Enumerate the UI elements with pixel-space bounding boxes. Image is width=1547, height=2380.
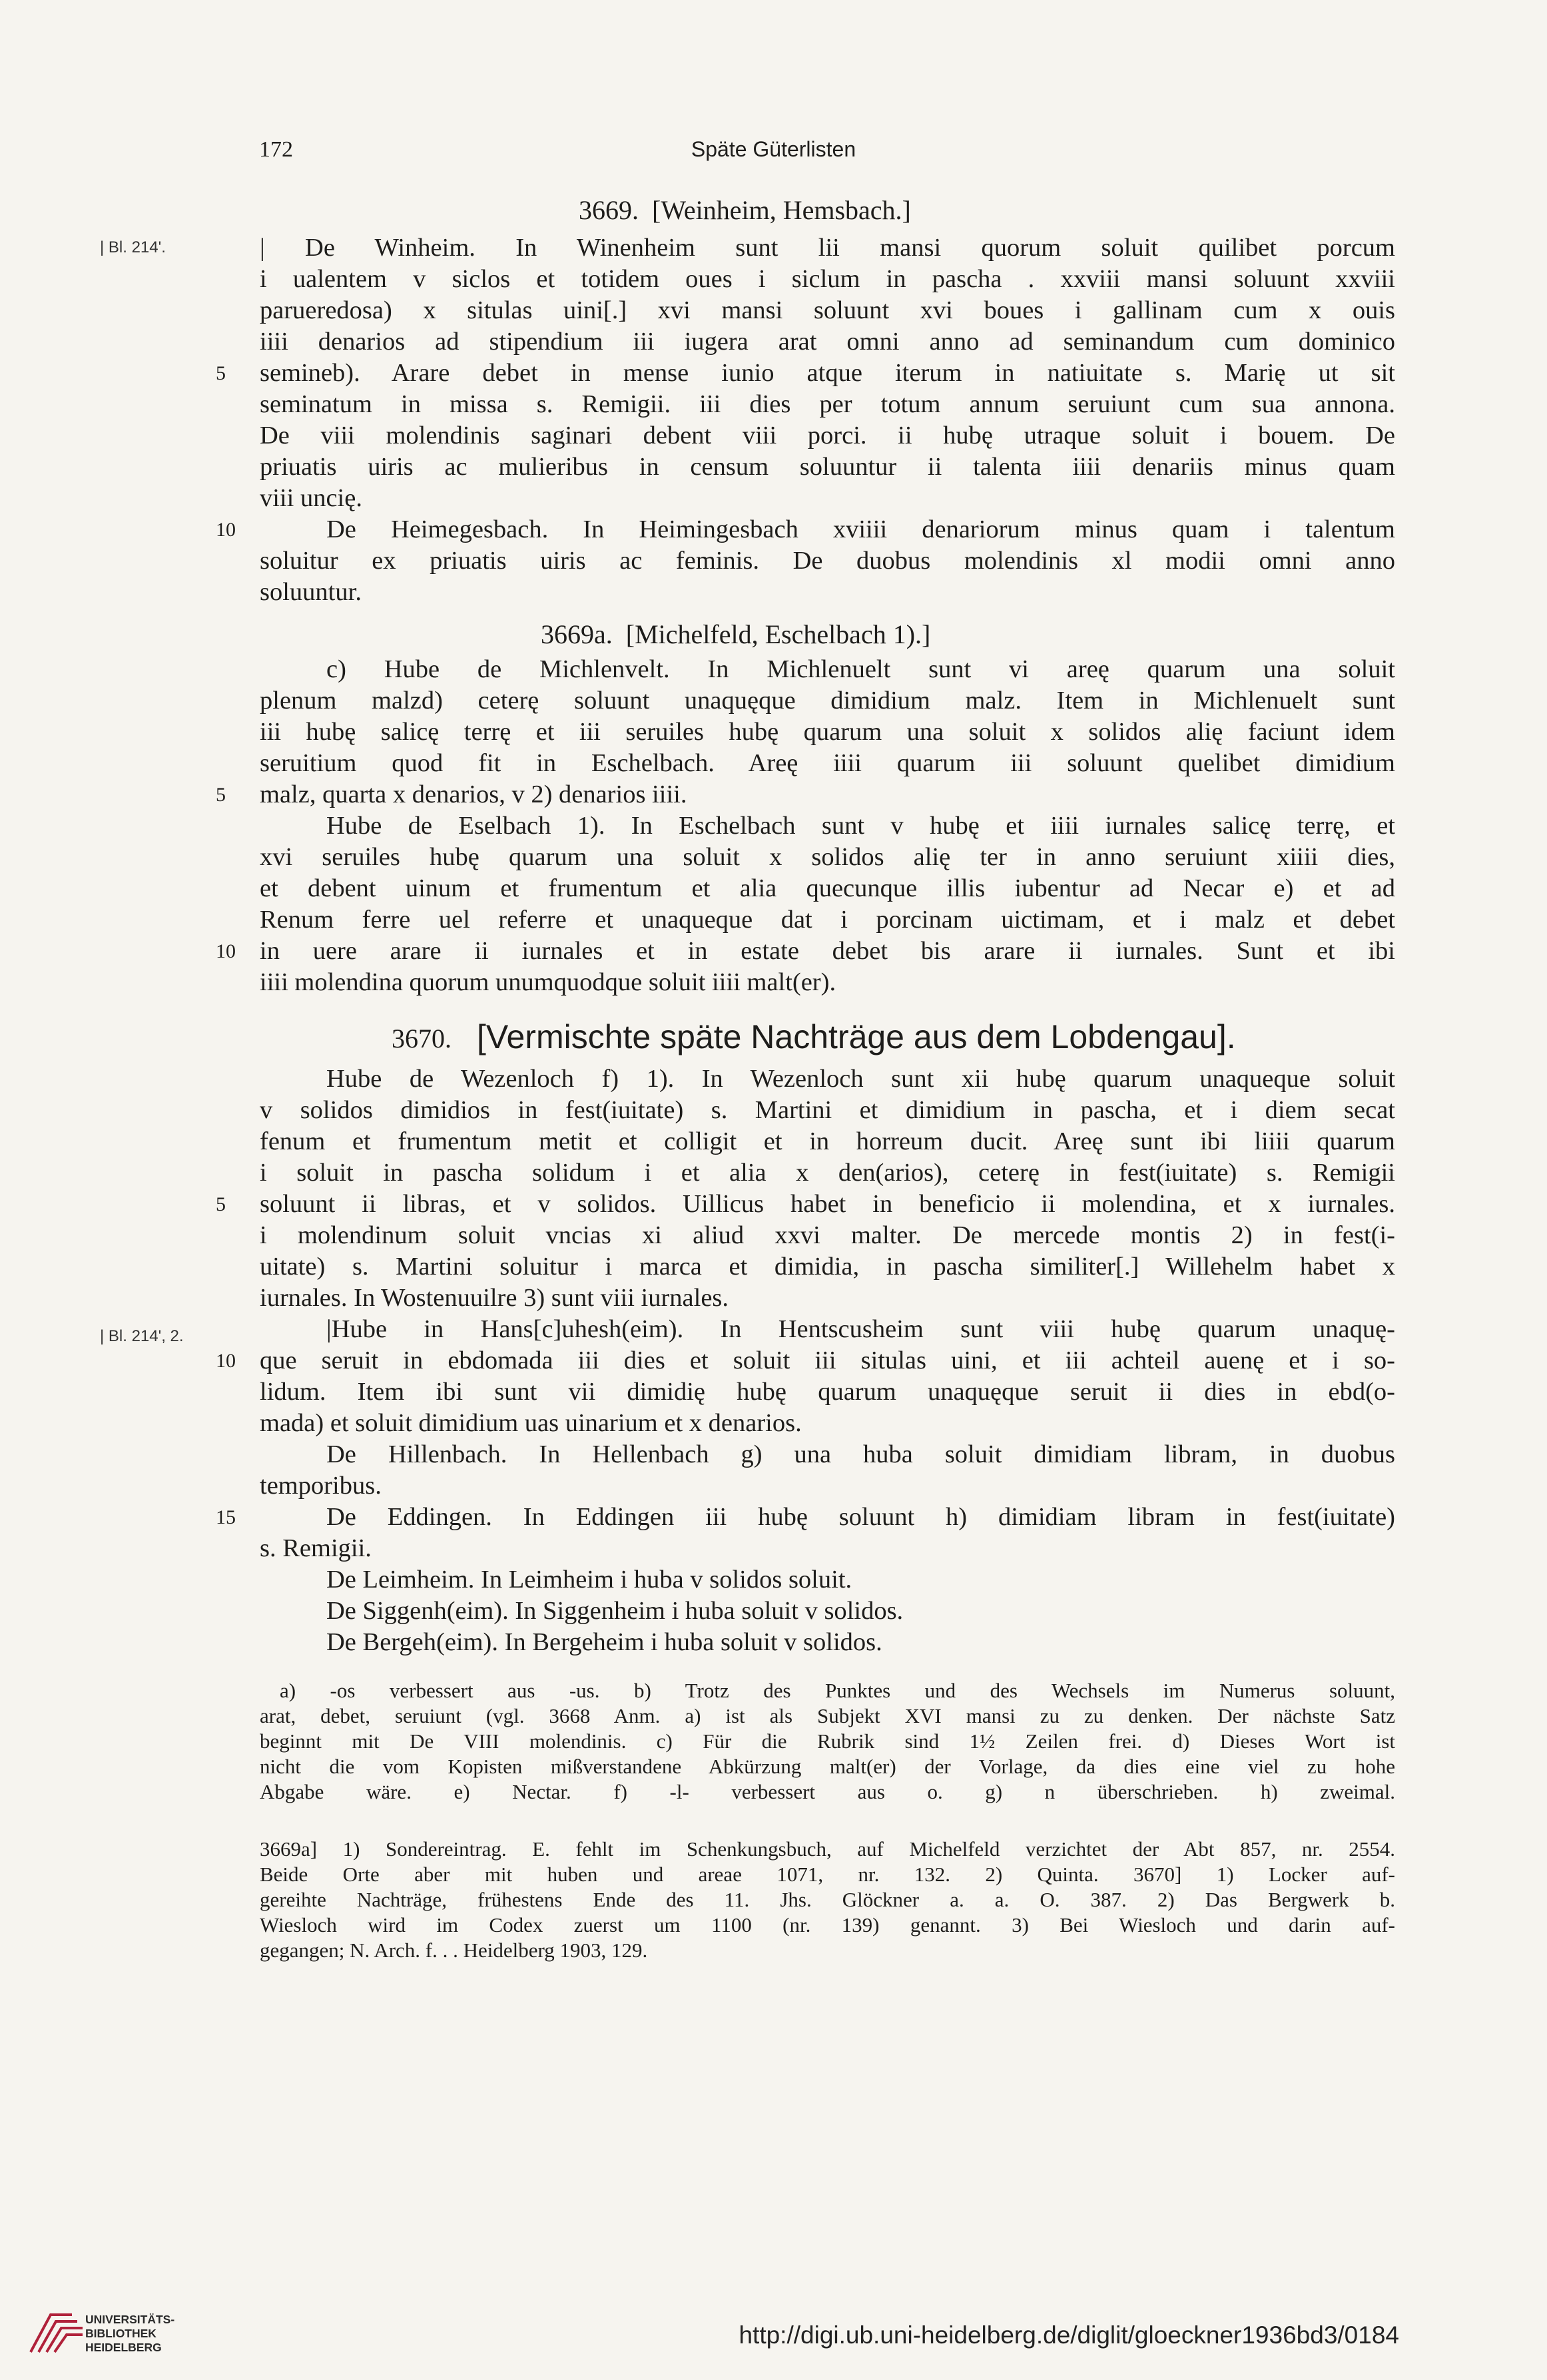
text-line: De Hillenbach. In Hellenbach g) una huba soluit dimidiam libram, in duobus: [326, 1440, 1395, 1468]
text-line: De Leimheim. In Leimheim i huba v solidos soluit.: [326, 1566, 852, 1594]
text-line: s. Remigii.: [260, 1534, 372, 1562]
library-name: [85, 2313, 174, 2355]
section-number: 3670.: [392, 1024, 452, 1053]
footnote-line: Wiesloch wird im Codex zuerst um 1100 (nr. 139) genannt. 3) Bei Wiesloch und darin auf-: [260, 1913, 1395, 1936]
text-line: et debent uinum et frumentum et alia quecunque illis iubentur ad Necar e) et ad: [260, 874, 1395, 902]
text-line: De viii molendinis saginari debent viii porci. ii hubę utraque soluit i bouem. De: [260, 422, 1395, 449]
footnote-line: 3669a] 1) Sondereintrag. E. fehlt im Schenkungsbuch, auf Michelfeld verzichtet der Abt 857, nr. 2554.: [260, 1837, 1395, 1861]
footnote-line: gegangen; N. Arch. f. . . Heidelberg 1903, 129.: [260, 1938, 648, 1962]
text-line: que seruit in ebdomada iii dies et soluit iii situlas uini, et iii achteil auenę et i so-: [260, 1346, 1395, 1374]
text-line: temporibus.: [260, 1472, 382, 1500]
text-line: priuatis uiris ac mulieribus in censum soluuntur ii talenta iiii denariis minus quam: [260, 453, 1395, 481]
line-number: 10: [216, 940, 236, 962]
footnote-line: gereihte Nachträge, frühestens Ende des 11. Jhs. Glöckner a. a. O. 387. 2) Das Bergwerk b.: [260, 1888, 1395, 1911]
text-line: i soluit in pascha solidum i et alia x den(arios), ceterę in fest(iuitate) s. Remigii: [260, 1159, 1395, 1187]
text-line: iii hubę salicę terrę et iii seruiles hubę quarum una soluit x solidos alię faciunt idem: [260, 718, 1395, 746]
running-title: Späte Güterlisten: [691, 137, 856, 161]
text-line: De Eddingen. In Eddingen iii hubę soluunt h) dimidiam libram in fest(iuitate): [326, 1503, 1395, 1531]
line-number: 10: [216, 1350, 236, 1372]
footnote-line: nicht die vom Kopisten mißverstandene Abkürzung malt(er) der Vorlage, da dies eine viel zu hohe: [260, 1755, 1395, 1778]
text-line: parueredosa) x situlas uini[.] xvi mansi soluunt xvi boues i gallinam cum x ouis: [260, 296, 1395, 324]
footnote-line: a) -os verbessert aus -us. b) Trotz des Punktes und des Wechsels im Numerus soluunt,: [280, 1679, 1395, 1702]
text-line: De Heimegesbach. In Heimingesbach xviiii denariorum minus quam i talentum: [326, 515, 1395, 543]
page-number: 172: [259, 137, 293, 162]
footnote-line: Abgabe wäre. e) Nectar. f) -l- verbessert aus o. g) n überschrieben. h) zweimal.: [260, 1780, 1395, 1803]
library-logo-icon: [24, 2309, 85, 2356]
text-line: plenum malzd) ceterę soluunt unaquęque dimidium malz. Item in Michlenuelt sunt: [260, 687, 1395, 715]
text-line: seminatum in missa s. Remigii. iii dies per totum annum seruiunt cum sua annona.: [260, 390, 1395, 418]
text-line: | De Winheim. In Winenheim sunt lii mansi quorum soluit quilibet porcum: [260, 234, 1395, 262]
section-heading: 3669. [Weinheim, Hemsbach.]: [579, 195, 911, 225]
text-line: Renum ferre uel referre et unaqueque dat i porcinam uictimam, et i malz et debet: [260, 906, 1395, 934]
line-number: 5: [216, 362, 226, 384]
section-heading: [Vermischte späte Nachträge aus dem Lobdengau].: [477, 1018, 1236, 1055]
text-line: xvi seruiles hubę quarum una soluit x solidos alię ter in anno seruiunt xiiii dies,: [260, 843, 1395, 871]
library-name-line: UNIVERSITÄTS-: [85, 2313, 175, 2326]
text-line: Hube de Eselbach 1). In Eschelbach sunt v hubę et iiii iurnales salicę terrę, et: [326, 812, 1395, 840]
text-line: lidum. Item ibi sunt vii dimidię hubę quarum unaquęque seruit ii dies in ebd(o-: [260, 1378, 1395, 1406]
footnote-line: Beide Orte aber mit huben und areae 1071, nr. 132. 2) Quinta. 3670] 1) Locker auf-: [260, 1863, 1395, 1886]
line-number: 5: [216, 784, 226, 806]
section-heading: 3669a. [Michelfeld, Eschelbach 1).]: [541, 619, 931, 649]
text-line: i ualentem v siclos et totidem oues i siclum in pascha . xxviii mansi soluunt xxviii: [260, 265, 1395, 293]
text-line: mada) et soluit dimidium uas uinarium et x denarios.: [260, 1409, 802, 1437]
text-line: iurnales. In Wostenuuilre 3) sunt viii iurnales.: [260, 1284, 729, 1312]
text-line: soluitur ex priuatis uiris ac feminis. De duobus molendinis xl modii omni anno: [260, 547, 1395, 575]
text-line: seruitium quod fit in Eschelbach. Areę iiii quarum iii soluunt quelibet dimidium: [260, 749, 1395, 777]
text-line: iiii denarios ad stipendium iii iugera arat omni anno ad seminandum cum dominico: [260, 328, 1395, 356]
footnote-line: arat, debet, seruiunt (vgl. 3668 Anm. a) ist als Subjekt XVI mansi zu zu denken. Der nächste Satz: [260, 1704, 1395, 1727]
library-name-line: HEIDELBERG: [85, 2341, 162, 2354]
line-number: 10: [216, 519, 236, 541]
text-line: soluuntur.: [260, 578, 362, 606]
line-number: 15: [216, 1506, 236, 1528]
text-line: malz, quarta x denarios, v 2) denarios iiii.: [260, 780, 687, 808]
text-line: in uere arare ii iurnales et in estate debet bis arare ii iurnales. Sunt et ibi: [260, 937, 1395, 965]
text-line: |Hube in Hans[c]uhesh(eim). In Hentscusheim sunt viii hubę quarum unaquę-: [326, 1315, 1395, 1343]
text-line: soluunt ii libras, et v solidos. Uillicus habet in beneficio ii molendina, et x iurnales.: [260, 1190, 1395, 1218]
source-url-link[interactable]: http://digi.ub.uni-heidelberg.de/diglit/gloeckner1936bd3/0184: [739, 2321, 1399, 2349]
text-line: viii uncię.: [260, 484, 362, 512]
text-line: i molendinum soluit vncias xi aliud xxvi malter. De mercede montis 2) in fest(i-: [260, 1221, 1395, 1249]
text-line: De Siggenh(eim). In Siggenheim i huba soluit v solidos.: [326, 1597, 904, 1625]
text-line: v solidos dimidios in fest(iuitate) s. Martini et dimidium in pascha, et i diem secat: [260, 1096, 1395, 1124]
text-line: fenum et frumentum metit et colligit et in horreum ducit. Areę sunt ibi liiii quarum: [260, 1127, 1395, 1155]
text-line: De Bergeh(eim). In Bergeheim i huba soluit v solidos.: [326, 1628, 882, 1656]
text-line: c) Hube de Michlenvelt. In Michlenuelt sunt vi areę quarum una soluit: [326, 655, 1395, 683]
text-line: semineb). Arare debet in mense iunio atque iterum in natiuitate s. Marię ut sit: [260, 359, 1395, 387]
margin-note: | Bl. 214', 2.: [100, 1327, 184, 1345]
footnote-line: beginnt mit De VIII molendinis. c) Für die Rubrik sind 1½ Zeilen frei. d) Dieses Wort ist: [260, 1729, 1395, 1753]
text-line: uitate) s. Martini soluitur i marca et dimidia, in pascha similiter[.] Willehelm habet x: [260, 1253, 1395, 1281]
margin-note: | Bl. 214'.: [100, 238, 166, 256]
library-name-line: BIBLIOTHEK: [85, 2327, 156, 2340]
line-number: 5: [216, 1193, 226, 1215]
text-line: iiii molendina quorum unumquodque soluit iiii malt(er).: [260, 968, 836, 996]
text-line: Hube de Wezenloch f) 1). In Wezenloch sunt xii hubę quarum unaqueque soluit: [326, 1065, 1395, 1093]
